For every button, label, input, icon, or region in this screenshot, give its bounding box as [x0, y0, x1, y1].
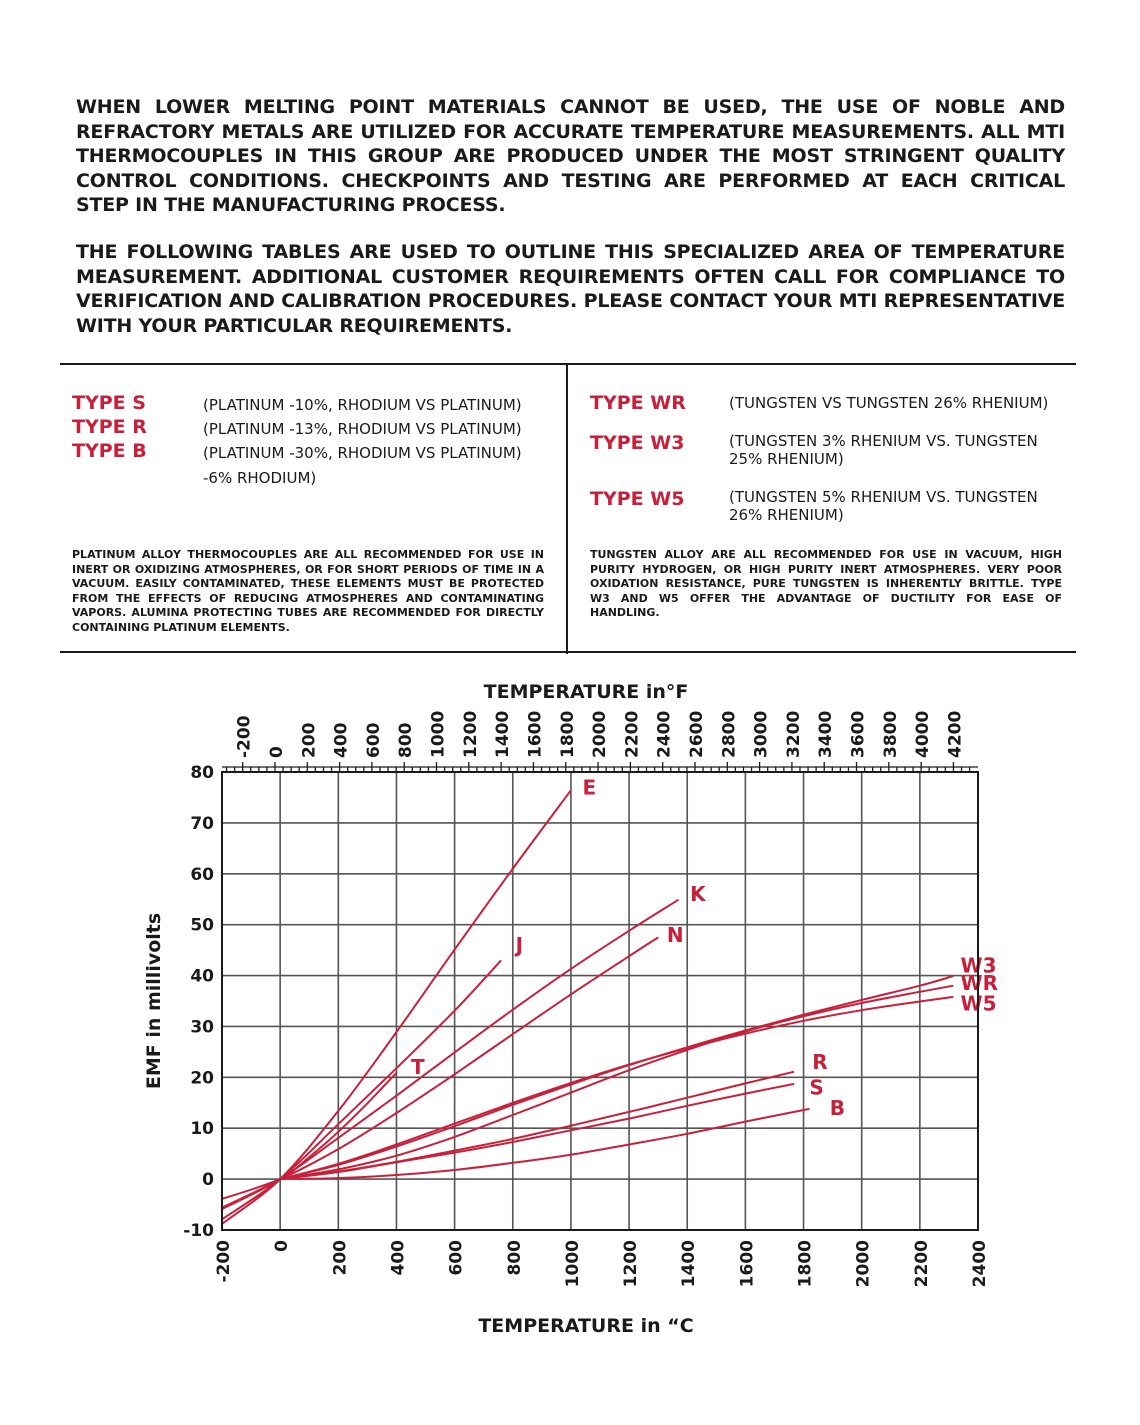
- type-w5-description-line2: 26% RHENIUM): [729, 506, 844, 524]
- y-axis-title: EMF in millivolts: [143, 912, 165, 1090]
- emf-temperature-chart: [0, 660, 1140, 1360]
- x-tick-label: 0: [272, 1240, 293, 1252]
- table-top-divider: [60, 363, 1076, 365]
- series-label-r: R: [812, 1050, 828, 1075]
- x2-tick-label: 3000: [751, 710, 772, 758]
- y-tick-label: 30: [190, 1017, 214, 1038]
- series-label-wr: WR: [960, 971, 999, 996]
- y-tick-label: 10: [190, 1119, 214, 1140]
- x2-tick-label: 3600: [848, 710, 869, 758]
- x-tick-label: 2200: [911, 1240, 932, 1288]
- x2-tick-label: 3800: [880, 710, 901, 758]
- chart-series: [222, 790, 953, 1224]
- x2-tick-label: -200: [234, 715, 255, 758]
- x2-tick-label: 2400: [654, 710, 675, 758]
- type-b-description-line2: -6% RHODIUM): [203, 469, 317, 487]
- y-tick-label: 40: [190, 966, 214, 987]
- type-b-description: (PLATINUM -30%, RHODIUM VS PLATINUM): [203, 444, 522, 462]
- x2-tick-label: 1800: [557, 710, 578, 758]
- y-tick-label: 80: [190, 763, 214, 783]
- x-tick-label: 200: [330, 1240, 351, 1276]
- x2-tick-label: 2000: [590, 710, 611, 758]
- series-line-j: [222, 960, 501, 1219]
- y-tick-label: 50: [190, 915, 214, 936]
- x2-tick-label: 1600: [525, 710, 546, 758]
- y-tick-label: -10: [183, 1221, 214, 1241]
- x-tick-label: 1600: [737, 1240, 758, 1288]
- intro-paragraph-1: WHEN LOWER MELTING POINT MATERIALS CANNOT BE USED, THE USE OF NOBLE AND REFRACTORY METALS ARE UTILIZED FOR ACCURATE TEMPERATURE MEASUREMENTS. ALL MTI THERMOCOUPLES IN THIS GROUP ARE PRODUCED UNDER THE MOST STRINGENT QUALITY CONTROL CONDITIONS. CHECKPOINTS AND TESTING ARE PERFORMED AT EACH CRITICAL STEP IN THE MANUFACTURING PROCESS.: [76, 96, 1065, 216]
- series-label-t: T: [411, 1055, 425, 1080]
- x-tick-label: -200: [214, 1240, 234, 1283]
- type-w5-description-line1: (TUNGSTEN 5% RHENIUM VS. TUNGSTEN: [729, 488, 1038, 506]
- x2-tick-label: 1000: [428, 710, 449, 758]
- x2-tick-label: 3200: [783, 710, 804, 758]
- x-tick-label: 1400: [679, 1240, 700, 1288]
- x2-tick-label: 200: [299, 722, 320, 758]
- x-tick-label: 2400: [970, 1240, 990, 1288]
- x2-tick-label: 2200: [622, 710, 643, 758]
- series-label-n: N: [666, 922, 684, 947]
- chart-series-labels: [411, 775, 998, 1120]
- series-line-n: [222, 937, 658, 1199]
- type-w3-description-line2: 25% RHENIUM): [729, 450, 844, 468]
- x-tick-label: 800: [504, 1240, 525, 1276]
- series-label-e: E: [582, 775, 597, 800]
- x2-tick-label: 800: [396, 722, 417, 758]
- x2-tick-label: 1200: [460, 710, 481, 758]
- type-s-description: (PLATINUM -10%, RHODIUM VS PLATINUM): [203, 396, 522, 414]
- type-wr-description: (TUNGSTEN VS TUNGSTEN 26% RHENIUM): [729, 394, 1049, 412]
- y-tick-label: 20: [190, 1068, 214, 1089]
- x2-tick-label: 4000: [913, 710, 934, 758]
- x2-tick-label: 400: [331, 722, 352, 758]
- series-label-w5: W5: [960, 991, 997, 1016]
- plot-frame: [222, 772, 978, 1230]
- x-tick-label: 1000: [562, 1240, 583, 1288]
- x-tick-label: 600: [446, 1240, 467, 1276]
- type-wr-label: TYPE WR: [590, 392, 686, 414]
- type-s-label: TYPE S: [72, 392, 146, 414]
- series-label-b: B: [829, 1095, 845, 1120]
- x2-tick-label: 4200: [945, 710, 966, 758]
- series-label-s: S: [809, 1075, 824, 1100]
- x2-tick-label: 3400: [816, 710, 837, 758]
- x-tick-label: 2000: [853, 1240, 874, 1288]
- type-w3-label: TYPE W3: [590, 432, 685, 454]
- table-bottom-divider: [60, 651, 1076, 653]
- x2-tick-label: 0: [266, 746, 287, 758]
- x-tick-label: 1200: [621, 1240, 642, 1288]
- y-tick-label: 0: [202, 1170, 214, 1191]
- series-label-j: J: [515, 933, 524, 958]
- x-axis-title: TEMPERATURE in “C: [478, 1315, 694, 1337]
- y-tick-label: 70: [190, 813, 214, 834]
- type-r-label: TYPE R: [72, 416, 147, 438]
- x2-axis-title: TEMPERATURE in°F: [483, 681, 689, 703]
- platinum-note: PLATINUM ALLOY THERMOCOUPLES ARE ALL RECOMMENDED FOR USE IN INERT OR OXIDIZING ATMOSPHERES, OR FOR SHORT PERIODS OF TIME IN A VACUUM. EASILY CONTAMINATED, THESE ELEMENTS MUST BE PROTECTED FROM THE EFFECTS OF REDUCING ATMOSPHERES AND CONTAMINATING VAPORS. ALUMINA PROTECTING TUBES ARE RECOMMENDED FOR DIRECTLY CONTAINING PLATINUM ELEMENTS.: [72, 548, 544, 634]
- tungsten-note: TUNGSTEN ALLOY ARE ALL RECOMMENDED FOR USE IN VACUUM, HIGH PURITY HYDROGEN, OR HIGH PURITY INERT ATMOSPHERES. VERY POOR OXIDATION RESISTANCE, PURE TUNGSTEN IS INHERENTLY BRITTLE. TYPE W3 AND W5 OFFER THE ADVANTAGE OF DUCTILITY FOR EASE OF HANDLING.: [590, 548, 1062, 619]
- type-w3-description-line1: (TUNGSTEN 3% RHENIUM VS. TUNGSTEN: [729, 432, 1038, 450]
- type-r-description: (PLATINUM -13%, RHODIUM VS PLATINUM): [203, 420, 522, 438]
- series-label-w3: W3: [960, 953, 997, 978]
- series-label-k: K: [690, 882, 706, 907]
- type-b-label: TYPE B: [72, 440, 147, 462]
- x2-tick-label: 600: [363, 722, 384, 758]
- type-w5-label: TYPE W5: [590, 488, 685, 510]
- x2-tick-label: 1400: [493, 710, 514, 758]
- x2-tick-label: 2800: [719, 710, 740, 758]
- series-line-k: [222, 900, 679, 1209]
- x-tick-label: 1800: [795, 1240, 816, 1288]
- intro-paragraph-2: THE FOLLOWING TABLES ARE USED TO OUTLINE THIS SPECIALIZED AREA OF TEMPERATURE MEASUREMENT. ADDITIONAL CUSTOMER REQUIREMENTS OFTEN CALL FOR COMPLIANCE TO VERIFICATION AND CALIBRATION PROCEDURES. PLEASE CONTACT YOUR MTI REPRESENTATIVE WITH YOUR PARTICULAR REQUIREMENTS.: [76, 241, 1065, 337]
- table-column-divider: [566, 364, 568, 654]
- y-tick-label: 60: [190, 864, 214, 885]
- x-tick-label: 400: [388, 1240, 409, 1276]
- chart-grid: [222, 772, 978, 1230]
- x2-tick-label: 2600: [686, 710, 707, 758]
- series-line-r: [280, 1072, 794, 1179]
